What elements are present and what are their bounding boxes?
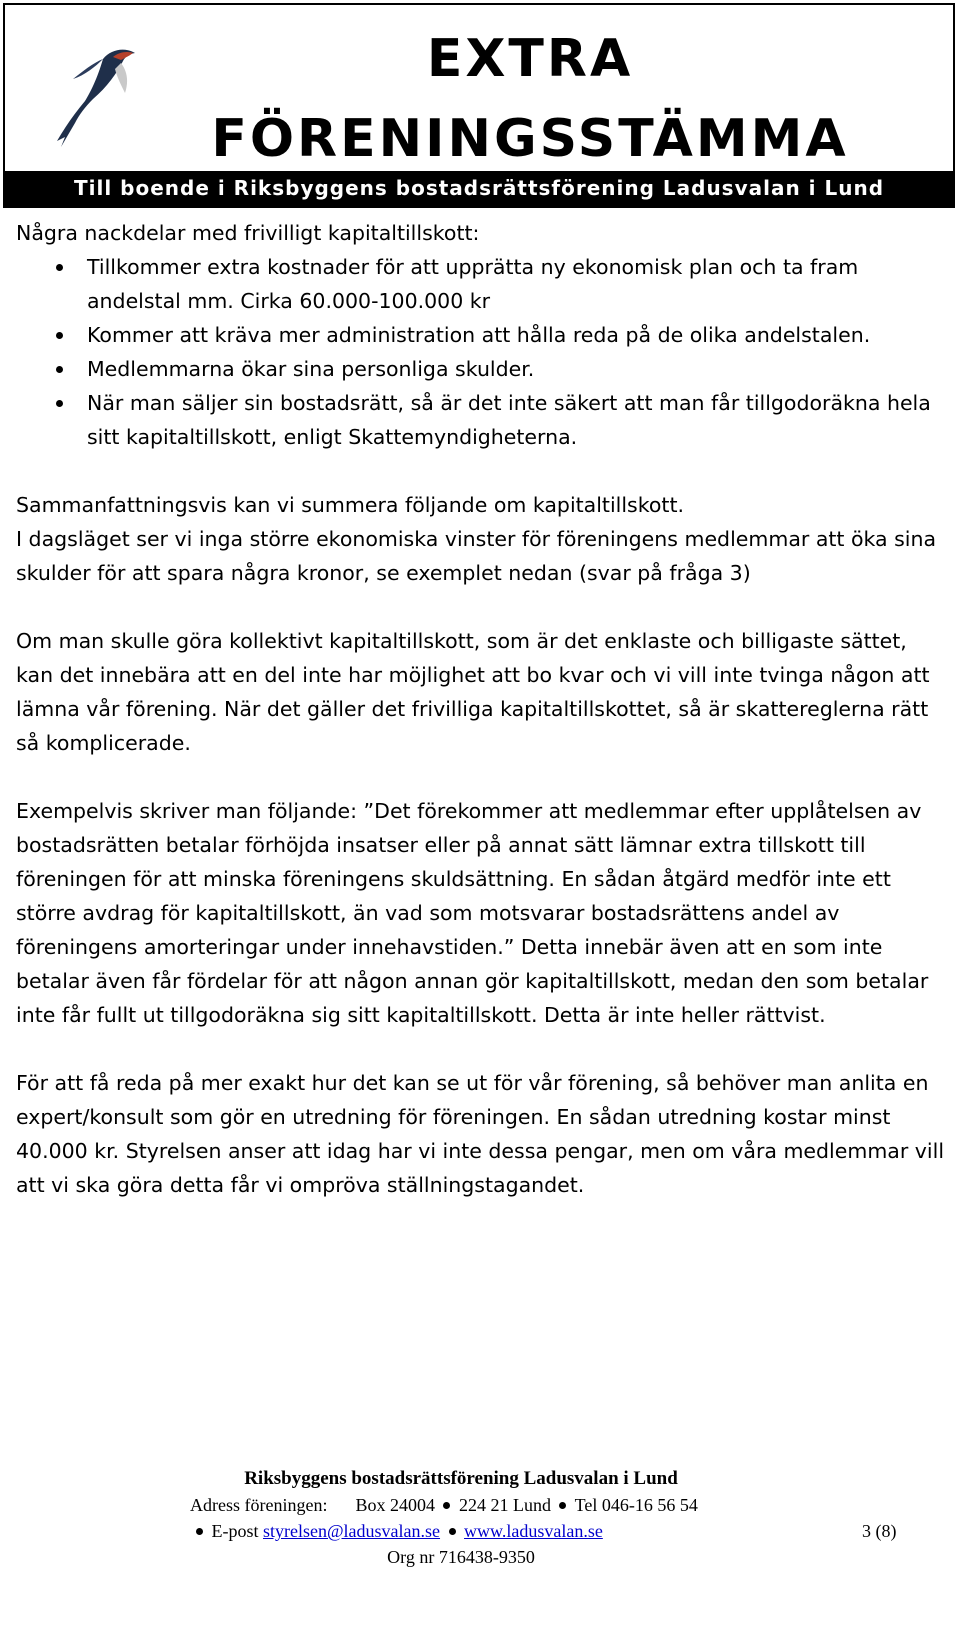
address-box: Box 24004 (355, 1495, 435, 1515)
address-label: Adress föreningen: (190, 1495, 328, 1515)
title-line-1: EXTRA (426, 29, 634, 89)
address-phone: Tel 046-16 56 54 (574, 1495, 698, 1515)
bullet-dot-icon (196, 1528, 203, 1535)
footer-address (190, 1492, 698, 1518)
footer-org-name: Riksbyggens bostadsrättsförening Ladusvalan i Lund (244, 1468, 678, 1489)
address-postal: 224 21 Lund (458, 1495, 551, 1515)
paragraph-example: Exempelvis skriver man följande: ”Det förekommer att medlemmar efter upplåtelsen av bostadsrätten betalar förhöjda insatser eller på annat sätt lämnar extra tillskott till föreningen för att minska föreningens skuldsättning. En sådan åtgärd medför inte ett större avdrag för kapitaltillskott, än vad som motsvarar bostadsrättens andel av föreningens amorteringar under innehavstiden.” Detta innebär även att en som inte betalar även får fördelar för att någon annan gör kapitaltillskott, medan den som betalar inte får fullt ut tillgodoräkna sig sitt kapitaltillskott. Detta är inte heller rättvist. (16, 799, 929, 1027)
footer-org-number: Org nr 716438-9350 (387, 1547, 535, 1567)
footer-contact (192, 1518, 603, 1544)
intro-text: Några nackdelar med frivilligt kapitaltillskott: (16, 221, 480, 245)
bullet-dot-icon (449, 1528, 456, 1535)
summary-heading: Sammanfattningsvis kan vi summera följande om kapitaltillskott. (16, 493, 685, 517)
website-link[interactable]: www.ladusvalan.se (464, 1521, 603, 1541)
document-body (16, 216, 944, 1202)
disadvantage-list (16, 250, 944, 454)
header-subtitle: Till boende i Riksbyggens bostadsrättsförening Ladusvalan i Lund (5, 171, 953, 206)
list-item: Tillkommer extra kostnader för att upprätta ny ekonomisk plan och ta fram andelstal mm. Cirka 60.000-100.000 kr (16, 250, 944, 318)
swallow-bird-icon (55, 41, 145, 151)
paragraph-expert: För att få reda på mer exakt hur det kan se ut för vår förening, så behöver man anlita en expert/konsult som gör en utredning för föreningen. En sådan utredning kostar minst 40.000 kr. Styrelsen anser att idag har vi inte dessa pengar, men om våra medlemmar vill att vi ska göra detta får vi ompröva ställningstagandet. (16, 1071, 945, 1197)
bullet-dot-icon (559, 1502, 566, 1509)
summary-text: I dagsläget ser vi inga större ekonomiska vinster för föreningens medlemmar att öka sina skulder för att spara några kronor, se exemplet nedan (svar på fråga 3) (16, 527, 937, 585)
list-item: Medlemmarna ökar sina personliga skulder. (16, 352, 944, 386)
email-link[interactable]: styrelsen@ladusvalan.se (263, 1521, 441, 1541)
list-item: Kommer att kräva mer administration att hålla reda på de olika andelstalen. (16, 318, 944, 352)
title-line-2: FÖRENINGSSTÄMMA (211, 109, 849, 169)
document-header (3, 3, 955, 208)
paragraph-collective: Om man skulle göra kollektivt kapitaltillskott, som är det enklaste och billigaste sättet, kan det innebära att en del inte har möjlighet att bo kvar och vi vill inte tvinga någon att lämna vår förening. När det gäller det frivilliga kapitaltillskottet, så är skattereglerna rätt så komplicerade. (16, 629, 930, 755)
email-label: E-post (211, 1521, 259, 1541)
list-item: När man säljer sin bostadsrätt, så är det inte säkert att man får tillgodoräkna hela sitt kapitaltillskott, enligt Skattemyndigheterna. (16, 386, 944, 454)
page-number: 3 (8) (862, 1521, 897, 1541)
bullet-dot-icon (443, 1502, 450, 1509)
